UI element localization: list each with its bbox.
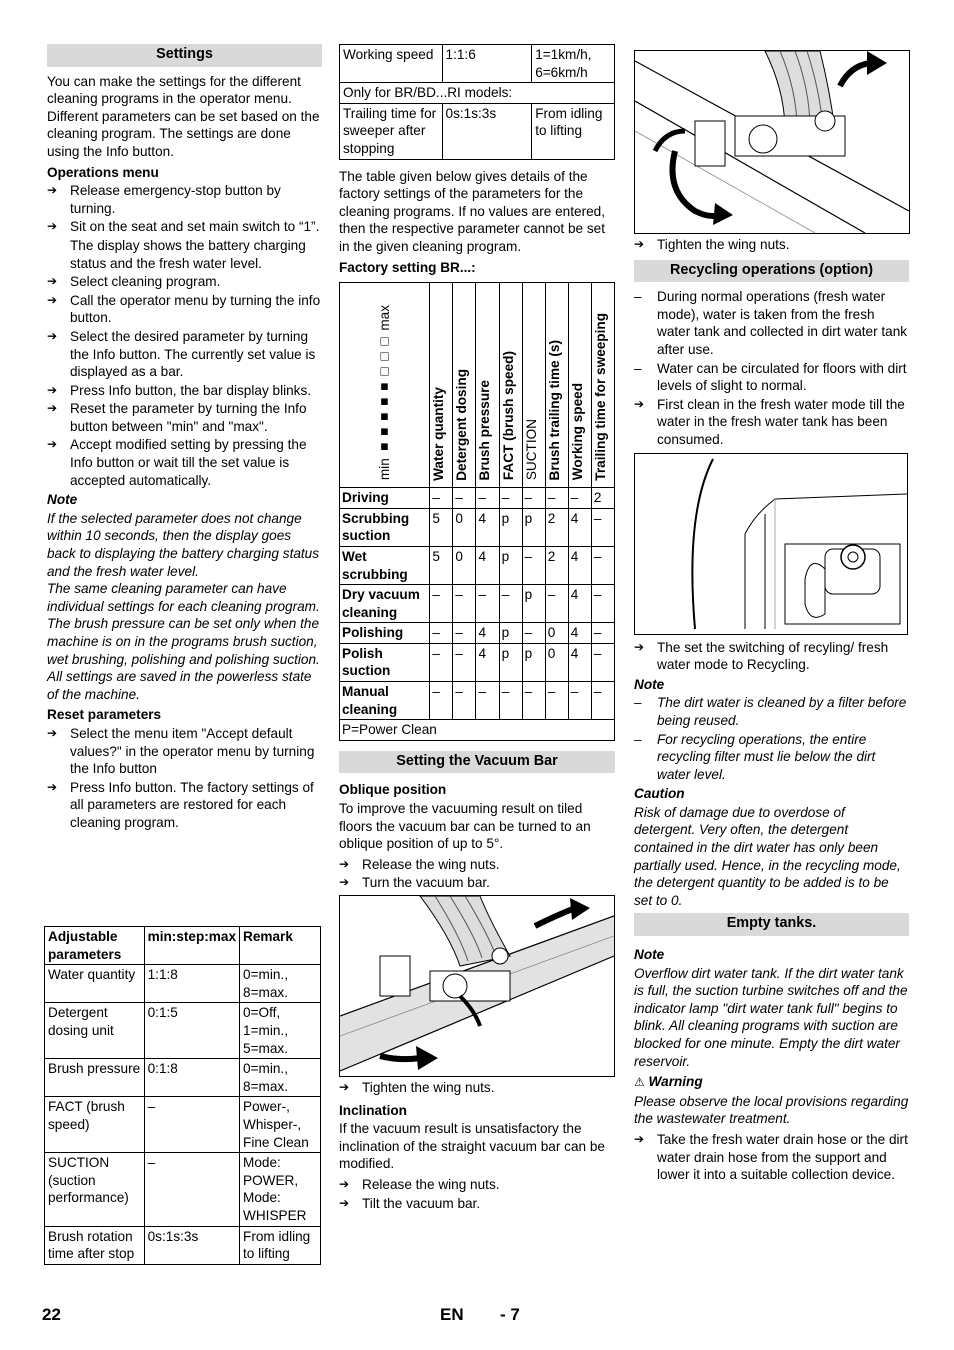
table-row [45,1153,321,1226]
column-header: Water quantity [430,283,453,488]
cell: 0 [545,643,568,681]
step: ➔ Release emergency-stop button by turning. [47,182,322,217]
cell: – [453,585,476,623]
row-label: Polishing [340,623,430,644]
cell: Water quantity [45,965,145,1003]
cell: p [499,623,522,644]
cell: – [476,488,499,509]
cell: From idling to lifting [532,103,615,159]
footnote: P=Power Clean [340,720,615,741]
cell: 4 [568,623,591,644]
oblique-after [339,1079,615,1097]
cell: – [430,623,453,644]
cell: 0 [453,508,476,546]
note-text: If the selected parameter does not change within 10 seconds, then the display goes back to displaying the battery charging status and the fresh water level. [47,510,320,579]
section-page: - 7 [500,1305,520,1324]
step: ➔ Select the desired parameter by turning the Info button. The currently set value is displayed as a bar. [47,328,322,381]
factory-title: Factory setting BR...: [339,259,476,275]
column-header: Brush pressure [476,283,499,488]
row-label: Manual cleaning [340,682,430,720]
cell: – [591,623,614,644]
column-header: Trailing time for sweeping [591,283,614,488]
step: ➔ Tilt the vacuum bar. [339,1195,615,1213]
cell: 0=min., 8=max. [240,965,321,1003]
step: ➔ Select cleaning program. [47,273,322,291]
cell: 0:1:8 [144,1059,239,1097]
table-row [340,83,615,104]
recycling-items [634,288,909,395]
note-text: All settings are saved in the powerless state of the machine. [47,669,312,702]
language-code: EN [440,1305,464,1324]
row-label: Dry vacuum cleaning [340,585,430,623]
step: ➔ Tighten the wing nuts. [634,236,909,254]
column-header: Remark [240,927,321,965]
cell: – [453,682,476,720]
cell: – [568,682,591,720]
cell: Mode: POWER, Mode: WHISPER [240,1153,321,1226]
column-header: min:step:max [144,927,239,965]
cell: 0=min., 8=max. [240,1059,321,1097]
vacuum-bar-inclination-illustration [634,50,910,234]
column-3 [634,50,909,1185]
recycling-step [634,396,909,449]
warning-icon: ⚠ [634,1075,645,1090]
list-item: – During normal operations (fresh water mode), water is taken from the fresh water tank and collected in dirt water tank after use. [634,288,909,358]
footnote-row [340,720,615,741]
recycling-switch-illustration [634,453,908,635]
settings-intro: You can make the settings for the different cleaning programs in the operator menu. Different parameters can be set based on the cleaning program. The settings are done using the Info button. [47,73,320,159]
reset-steps [47,725,322,832]
cell: 2 [545,546,568,584]
drain-step [634,1131,909,1184]
cell: 0:1:5 [144,1003,239,1059]
step: ➔ Release the wing nuts. [339,1176,615,1194]
operations-steps-2 [47,273,322,489]
cell: SUCTION (suction performance) [45,1153,145,1226]
cell: Working speed [340,45,443,83]
display-info: The display shows the battery charging status and the fresh water level. [70,237,306,271]
switch-step [634,639,909,674]
warning-label: Warning [648,1074,703,1090]
table-row [340,508,615,546]
scale-label: min ■■■■■□□□ max [376,305,392,481]
list-item: – For recycling operations, the entire recycling filter must lie below the dirt water level. [634,731,909,784]
table-row [340,682,615,720]
cell: Brush pressure [45,1059,145,1097]
cell: Only for BR/BD...RI models: [340,83,615,104]
cell: – [591,508,614,546]
note-text: The brush pressure can be set only when the machine is on in the programs brush suction, wet brushing, polishing and polishing suction. [47,616,320,667]
cell: – [499,682,522,720]
step: ➔ Take the fresh water drain hose or the dirt water drain hose from the support and lower it into a suitable collection device. [634,1131,909,1184]
note-title: Note [634,947,665,963]
table-row [340,546,615,584]
cell: 4 [568,585,591,623]
cell: – [453,488,476,509]
note-title: Note [47,492,78,508]
operations-menu-title: Operations menu [47,164,159,180]
step: ➔ The set the switching of recyling/ fresh water mode to Recycling. [634,639,909,674]
vacuum-heading: Setting the Vacuum Bar [339,751,615,774]
note-text: Overflow dirt water tank. If the dirt water tank is full, the suction turbine switches off and the indicator lamp "dirt water tank full" begins to blink. All cleaning programs with suction are blocked for one minute. Empty the dirt water reservoir. [634,965,908,1069]
warning-title [634,1073,909,1092]
cell: – [591,546,614,584]
inclination-text: If the vacuum result is unsatisfactory the inclination of the straight vacuum bar can be modified. [339,1121,605,1172]
table-row [45,965,321,1003]
column-header: SUCTION [522,283,545,488]
reset-title: Reset parameters [47,707,162,723]
column-header: Adjustable parameters [45,927,145,965]
list-item: – The dirt water is cleaned by a filter before being reused. [634,694,909,729]
cell: 4 [476,643,499,681]
cell: From idling to lifting [240,1226,321,1264]
recycling-notes [634,694,909,783]
table-header-row [45,927,321,965]
recycling-heading: Recycling operations (option) [634,260,909,283]
cell: – [144,1153,239,1226]
column-1 [47,44,322,833]
table-row [45,1003,321,1059]
oblique-title: Oblique position [339,782,447,798]
table-row [340,103,615,159]
scale-cell [340,283,430,488]
oblique-steps [339,856,615,892]
column-header: Detergent dosing [453,283,476,488]
table-row [340,643,615,681]
table-row [340,623,615,644]
step: ➔ Tighten the wing nuts. [339,1079,615,1097]
cell: p [499,508,522,546]
cell: Trailing time for sweeper after stopping [340,103,443,159]
row-label: Scrubbing suction [340,508,430,546]
page-number: 22 [42,1305,61,1324]
cell: 4 [568,643,591,681]
caution-title: Caution [634,786,685,802]
cell: 0s:1s:3s [144,1226,239,1264]
table-row [45,1059,321,1097]
cell: – [476,682,499,720]
table-row [45,1226,321,1264]
cell: – [430,585,453,623]
parameter-table-continued [339,44,615,160]
cell: p [522,585,545,623]
cell: – [591,643,614,681]
cell: 2 [591,488,614,509]
cell: – [522,623,545,644]
cell: 0=Off, 1=min., 5=max. [240,1003,321,1059]
step: ➔ Press Info button. The factory settings of all parameters are restored for each cleaning program. [47,779,322,832]
row-label: Wet scrubbing [340,546,430,584]
cell: 4 [568,508,591,546]
cell: 0s:1s:3s [442,103,532,159]
cell: – [144,1097,239,1153]
step: ➔ Sit on the seat and set main switch to “1”. [47,218,322,236]
settings-heading: Settings [47,44,322,67]
cell: – [522,488,545,509]
cell: 1=1km/h, 6=6km/h [532,45,615,83]
table-row [340,585,615,623]
note-text: The same cleaning parameter can have individual settings for each cleaning program. [47,581,320,614]
row-label: Driving [340,488,430,509]
parameter-table [44,926,321,1265]
column-header: Working speed [568,283,591,488]
cell: – [568,488,591,509]
cell: – [591,585,614,623]
cell: – [499,585,522,623]
cell: p [522,643,545,681]
cell: p [499,546,522,584]
cell: Power-, Whisper-, Fine Clean [240,1097,321,1153]
cell: 5 [430,546,453,584]
list-item: – Water can be circulated for floors with dirt levels of slight to normal. [634,360,909,395]
row-label: Polish suction [340,643,430,681]
column-2 [339,44,615,1213]
factory-body [340,488,615,720]
cell: – [522,546,545,584]
step: ➔ Accept modified setting by pressing the Info button or wait till the set value is accepted automatically. [47,436,322,489]
cell: 0 [453,546,476,584]
cell: 0 [545,623,568,644]
step: ➔ Release the wing nuts. [339,856,615,874]
cell: Brush rotation time after stop [45,1226,145,1264]
cell: 4 [476,508,499,546]
cell: – [430,488,453,509]
tighten-step [634,236,909,254]
step: ➔ First clean in the fresh water mode till the water in the fresh water tank has been consumed. [634,396,909,449]
step: ➔ Reset the parameter by turning the Info button between "min" and "max". [47,400,322,435]
cell: 4 [568,546,591,584]
table-row [340,45,615,83]
empty-tanks-heading: Empty tanks. [634,913,909,936]
cell: 5 [430,508,453,546]
step: ➔ Press Info button, the bar display blinks. [47,382,322,400]
column-header: FACT (brush speed) [499,283,522,488]
caution-text: Risk of damage due to overdose of detergent. Very often, the detergent contained in the dirt water has only been partially used. Hence, in the recycling mode, the detergent quantity to be added is to be set to 0. [634,804,901,908]
cell: – [545,682,568,720]
cell: FACT (brush speed) [45,1097,145,1153]
cell: 2 [545,508,568,546]
factory-intro: The table given below gives details of the factory settings of the parameters for the cleaning programs. If no values are entered, then the respective parameter cannot be set in the given cleaning program. [339,168,605,254]
inclination-steps [339,1176,615,1212]
oblique-text: To improve the vacuuming result on tiled floors the vacuum bar can be turned to an oblique position of up to 5°. [339,801,591,852]
cell: 1:1:8 [144,965,239,1003]
factory-table [339,282,615,741]
cell: 4 [476,546,499,584]
cell: – [430,643,453,681]
cell: – [476,585,499,623]
vacuum-bar-oblique-illustration [339,895,615,1077]
cell: p [499,643,522,681]
cell: 1:1:6 [442,45,532,83]
table-row [45,1097,321,1153]
operations-steps [47,182,322,236]
warning-text: Please observe the local provisions regarding the wastewater treatment. [634,1093,909,1127]
factory-header-row [340,283,615,488]
cell: – [522,682,545,720]
step: ➔ Select the menu item "Accept default values?" in the operator menu by turning the Info button [47,725,322,778]
cell: – [453,643,476,681]
table-row [340,488,615,509]
cell: p [522,508,545,546]
cell: – [499,488,522,509]
cell: 4 [476,623,499,644]
cell: – [545,488,568,509]
step: ➔ Turn the vacuum bar. [339,874,615,892]
inclination-title: Inclination [339,1102,407,1118]
cell: – [545,585,568,623]
cell: – [430,682,453,720]
cell: Detergent dosing unit [45,1003,145,1059]
step: ➔ Call the operator menu by turning the info button. [47,292,322,327]
cell: – [453,623,476,644]
column-header: Brush trailing time (s) [545,283,568,488]
note-title: Note [634,676,665,692]
cell: – [591,682,614,720]
